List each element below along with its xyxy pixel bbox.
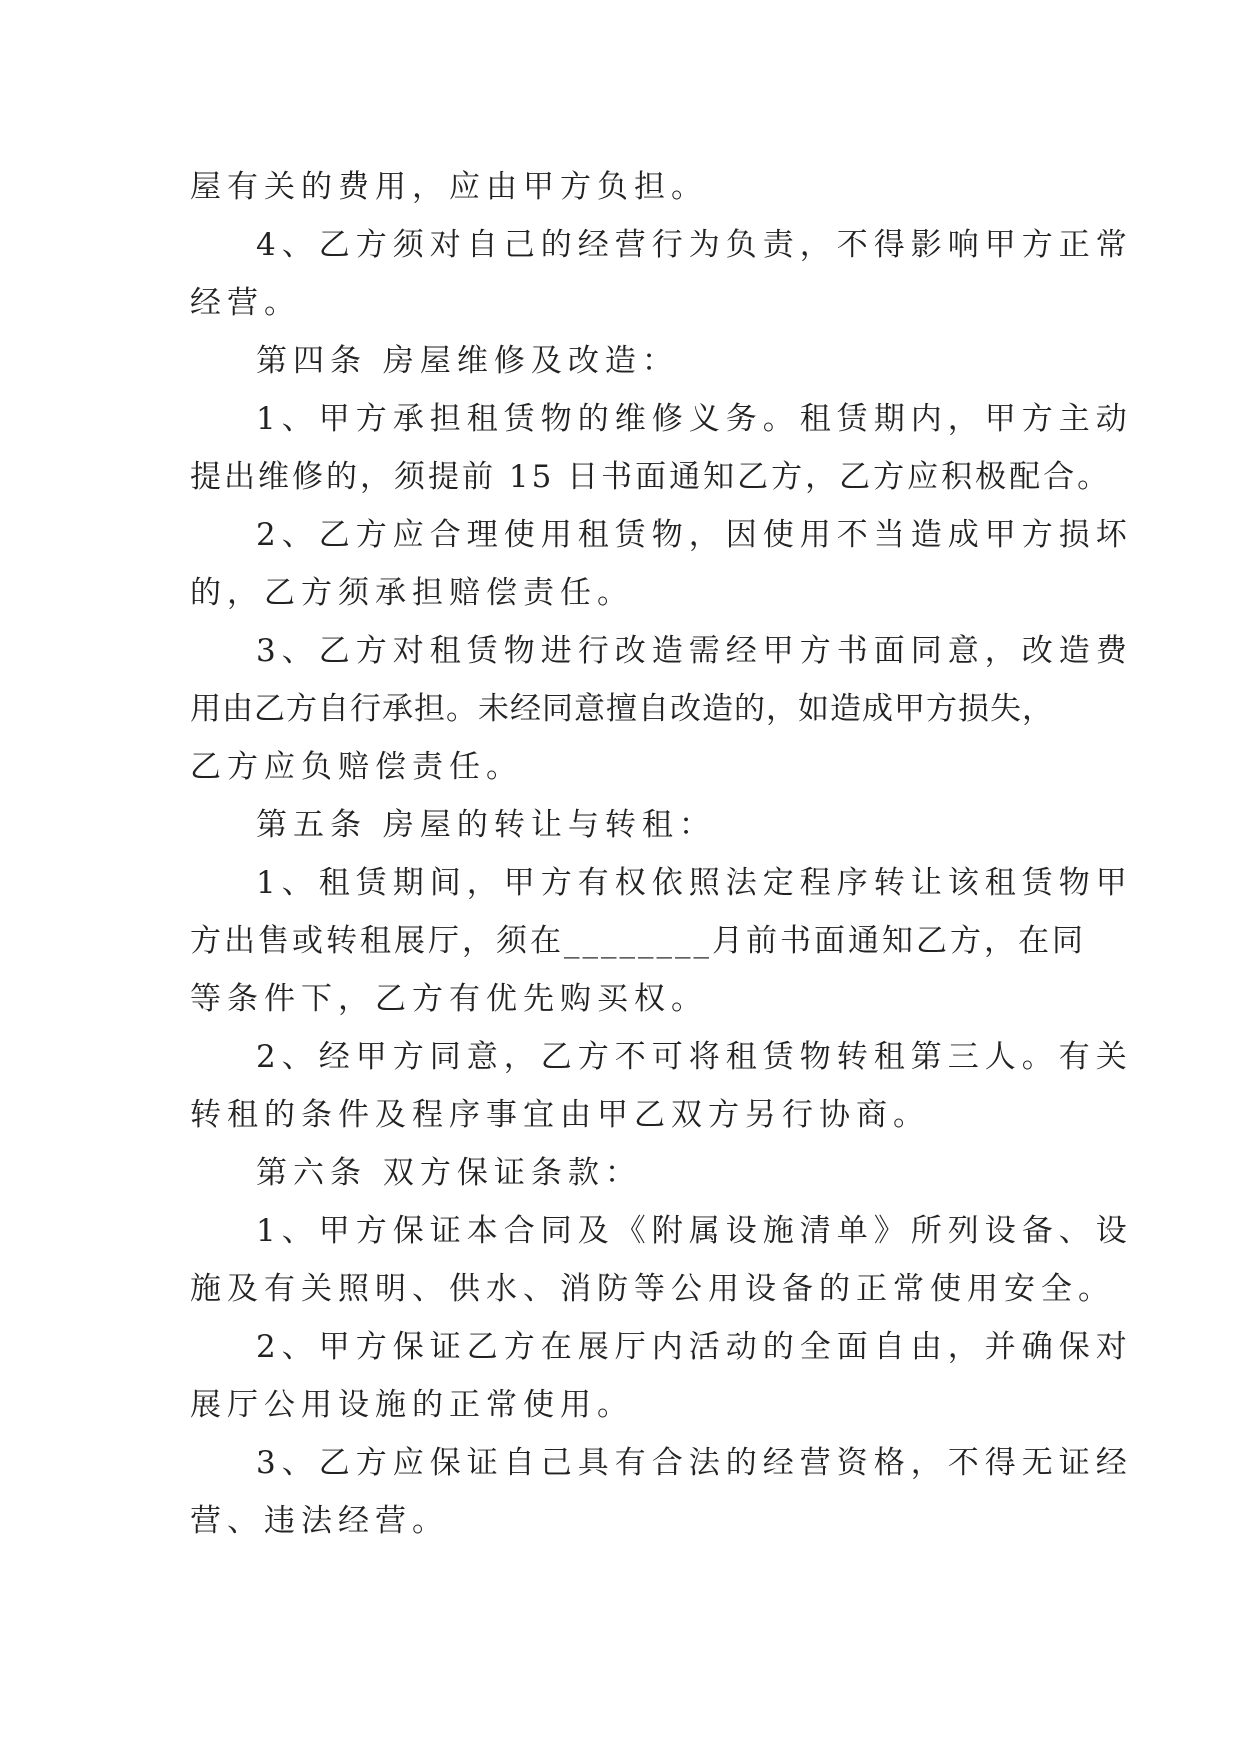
text-line: 提出维修的，须提前 15 日书面通知乙方，乙方应积极配合。 — [190, 459, 1112, 495]
text-line: 转租的条件及程序事宜由甲乙双方另行协商。 — [190, 1097, 930, 1133]
text-line: 用由乙方自行承担。未经同意擅自改造的，如造成甲方损失， — [190, 691, 1054, 727]
section-heading: 第六条 双方保证条款： — [256, 1155, 642, 1191]
text-line: 1、租赁期间，甲方有权依照法定程序转让该租赁物甲 — [256, 865, 1133, 901]
contract-text — [190, 158, 1133, 1550]
text-line: 2、乙方应合理使用租赁物，因使用不当造成甲方损坏 — [256, 517, 1133, 553]
text-line: 1、甲方保证本合同及《附属设施清单》所列设备、设 — [256, 1213, 1133, 1249]
text-line: 的，乙方须承担赔偿责任。 — [190, 575, 634, 611]
text-line: 展厅公用设施的正常使用。 — [190, 1387, 634, 1423]
text-line: 等条件下，乙方有优先购买权。 — [190, 981, 708, 1017]
text-line: 乙方应负赔偿责任。 — [190, 749, 523, 785]
text-line: 2、甲方保证乙方在展厅内活动的全面自由，并确保对 — [256, 1329, 1133, 1365]
text-line: 营、违法经营。 — [190, 1503, 449, 1539]
text-line: 方出售或转租展厅，须在________月前书面通知乙方，在同 — [190, 923, 1086, 959]
text-line: 2、经甲方同意，乙方不可将租赁物转租第三人。有关 — [256, 1039, 1133, 1075]
text-line: 3、乙方应保证自己具有合法的经营资格，不得无证经 — [256, 1445, 1133, 1481]
text-line: 经营。 — [190, 285, 301, 321]
section-heading: 第四条 房屋维修及改造： — [256, 343, 679, 379]
text-line: 施及有关照明、供水、消防等公用设备的正常使用安全。 — [190, 1271, 1115, 1307]
section-heading: 第五条 房屋的转让与转租： — [256, 807, 716, 843]
text-line: 3、乙方对租赁物进行改造需经甲方书面同意，改造费 — [256, 633, 1133, 669]
text-line: 1、甲方承担租赁物的维修义务。租赁期内，甲方主动 — [256, 401, 1133, 437]
text-line: 屋有关的费用，应由甲方负担。 — [190, 169, 708, 205]
text-line: 4、乙方须对自己的经营行为负责，不得影响甲方正常 — [256, 227, 1133, 263]
